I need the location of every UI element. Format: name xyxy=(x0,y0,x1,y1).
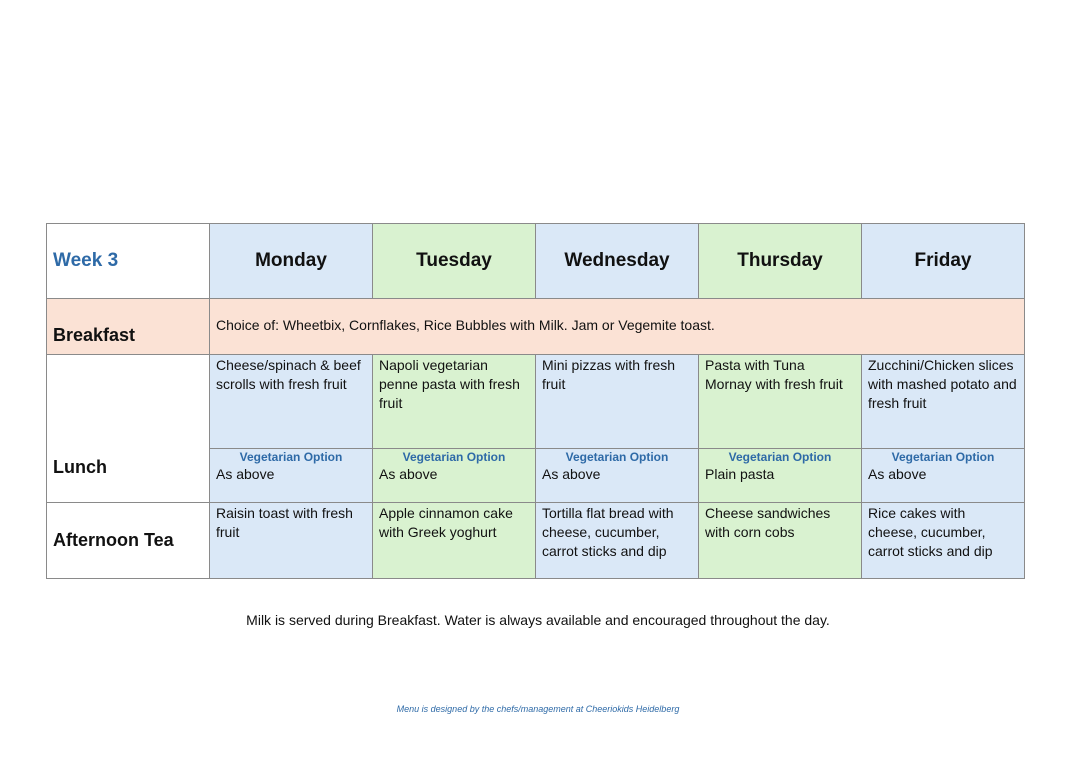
lunch-label: Lunch xyxy=(53,457,107,477)
day-header-tuesday: Tuesday xyxy=(373,224,536,299)
week-cell xyxy=(47,224,210,299)
veg-option-title: Vegetarian Option xyxy=(565,450,669,464)
veg-option-text: As above xyxy=(216,466,275,482)
veg-option-friday xyxy=(862,449,1025,503)
tea-thursday: Cheese sandwiches with corn cobs xyxy=(699,503,862,579)
breakfast-label: Breakfast xyxy=(53,325,136,345)
weekly-menu-table xyxy=(46,223,1025,579)
afternoon-tea-label-cell xyxy=(47,503,210,579)
veg-option-monday xyxy=(210,449,373,503)
header-row xyxy=(47,224,1025,299)
tea-friday: Rice cakes with cheese, cucumber, carrot sticks and dip xyxy=(862,503,1025,579)
week-label: Week 3 xyxy=(53,250,119,271)
tea-wednesday: Tortilla flat bread with cheese, cucumber, carrot sticks and dip xyxy=(536,503,699,579)
day-header-friday: Friday xyxy=(862,224,1025,299)
veg-option-text: As above xyxy=(379,466,438,482)
tea-monday: Raisin toast with fresh fruit xyxy=(210,503,373,579)
day-header-thursday: Thursday xyxy=(699,224,862,299)
tea-tuesday: Apple cinnamon cake with Greek yoghurt xyxy=(373,503,536,579)
day-header-monday: Monday xyxy=(210,224,373,299)
afternoon-tea-label: Afternoon Tea xyxy=(53,530,174,550)
veg-option-wednesday xyxy=(536,449,699,503)
veg-option-title: Vegetarian Option xyxy=(891,450,995,464)
veg-option-tuesday xyxy=(373,449,536,503)
lunch-tuesday: Napoli vegetarian penne pasta with fresh fruit xyxy=(373,355,536,449)
veg-option-text: As above xyxy=(542,466,601,482)
breakfast-row xyxy=(47,299,1025,355)
veg-option-title: Vegetarian Option xyxy=(728,450,832,464)
veg-option-title: Vegetarian Option xyxy=(402,450,506,464)
day-header-wednesday: Wednesday xyxy=(536,224,699,299)
lunch-main-row xyxy=(47,355,1025,449)
lunch-monday: Cheese/spinach & beef scrolls with fresh fruit xyxy=(210,355,373,449)
lunch-label-cell xyxy=(47,355,210,503)
breakfast-label-cell xyxy=(47,299,210,355)
footnote: Milk is served during Breakfast. Water is always available and encouraged throughout the day. xyxy=(246,612,830,628)
lunch-wednesday: Mini pizzas with fresh fruit xyxy=(536,355,699,449)
veg-option-text: Plain pasta xyxy=(705,466,775,482)
veg-option-text: As above xyxy=(868,466,927,482)
credit-line: Menu is designed by the chefs/management at Cheeriokids Heidelberg xyxy=(396,704,680,714)
veg-option-thursday xyxy=(699,449,862,503)
afternoon-tea-row xyxy=(47,503,1025,579)
lunch-thursday: Pasta with Tuna Mornay with fresh fruit xyxy=(699,355,862,449)
breakfast-menu: Choice of: Wheetbix, Cornflakes, Rice Bubbles with Milk. Jam or Vegemite toast. xyxy=(210,299,1025,355)
lunch-friday: Zucchini/Chicken slices with mashed potato and fresh fruit xyxy=(862,355,1025,449)
veg-option-title: Vegetarian Option xyxy=(239,450,343,464)
